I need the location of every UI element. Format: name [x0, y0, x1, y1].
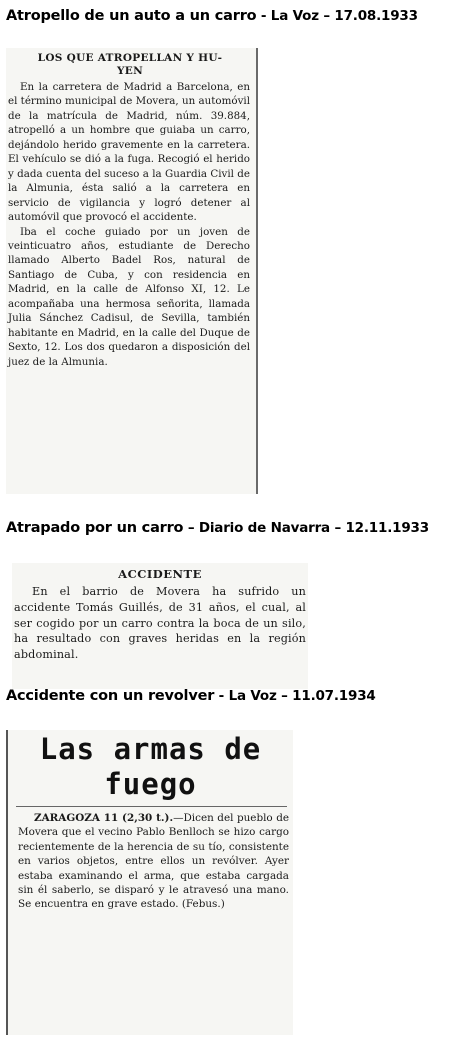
article-1-paragraph-2: Iba el coche guiado por un joven de veinticuatro años, estudiante de Derecho llamado Alberto Badel Ros, natural de Santiago de Cuba, y con residencia en Madrid, en la calle de Alfonso XI, 12. Le acompañaba una hermosa señorita, llamada Julia Sánchez Cadisul, de Sevilla, también habitante en Madrid, en la calle del Duque de Sexto, 12. Los dos quedaron a disposición del juez de la Almunia. — [8, 225, 250, 368]
article-3-dateline: ZARAGOZA 11 (2,30 t.). — [34, 812, 174, 824]
article-3-body — [8, 811, 293, 912]
article-3-caption-source: - La Voz – 11.07.1934 — [214, 688, 376, 704]
article-3-headline-line1: Las armas de — [39, 732, 262, 766]
article-2-headline: ACCIDENTE — [118, 567, 202, 581]
article-1-clipping — [6, 48, 258, 494]
article-1-caption — [6, 8, 418, 24]
article-1-caption-title: Atropello de un auto a un carro — [6, 8, 257, 24]
article-2-caption-title: Atrapado por un carro — [6, 520, 184, 536]
article-3-caption-title: Accidente con un revolver — [6, 688, 215, 704]
article-3-paragraph-text: —Dicen del pueblo de Movera que el vecino Pablo Benlloch se hizo cargo recientemente de la herencia de su tío, consistente en varios objetos, entre ellos un revólver. Ayer estaba examinando el arma, que estaba cargada sin él saberlo, se disparó y le atravesó una mano. Se encuentra en grave estado. (Febus.) — [18, 812, 290, 911]
article-1-headline-line2: YEN — [117, 65, 143, 77]
article-1-body — [6, 80, 256, 369]
article-3-headline — [8, 730, 293, 802]
article-2-caption-source: – Diario de Navarra – 12.11.1933 — [183, 520, 429, 536]
article-2-body — [12, 582, 308, 663]
article-1-paragraph-1: En la carretera de Madrid a Barcelona, en el término municipal de Movera, un automóvil de la matrícula de Madrid, núm. 39.884, atropelló a un hombre que guiaba un carro, dejándolo herido gravemente en la carretera. El vehículo se dió a la fuga. Recogió el herido y dada cuenta del suceso a la Guardia Civil de la Almunia, ésta salió a la carretera en servicio de vigilancia y logró detener al automóvil que provocó el accidente. — [8, 81, 250, 224]
article-2-clipping — [12, 563, 308, 689]
article-3-headline-line2: fuego — [104, 767, 197, 801]
article-3-paragraph-1 — [18, 811, 289, 912]
article-2-paragraph-1: En el barrio de Movera ha sufrido un accidente Tomás Guillés, de 31 años, el cual, al ser cogido por un carro contra la boca de un silo, ha resultado con graves heridas en la región abdominal. — [14, 585, 306, 662]
article-3-divider — [16, 806, 287, 807]
article-3-caption — [6, 688, 376, 704]
article-2-caption — [6, 520, 429, 536]
article-1-headline — [6, 48, 256, 80]
article-3-clipping — [6, 730, 293, 1035]
article-1-caption-source: - La Voz – 17.08.1933 — [256, 8, 418, 24]
article-1-headline-line1: LOS QUE ATROPELLAN Y HU- — [37, 52, 223, 64]
